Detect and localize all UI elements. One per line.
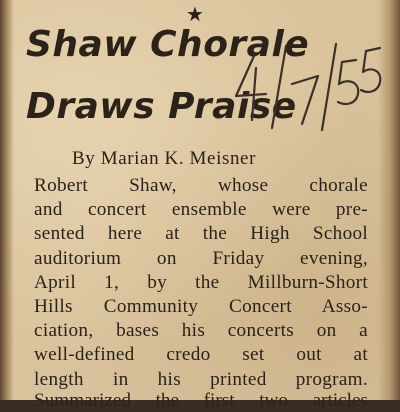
byline: By Marian K. Meisner	[72, 148, 257, 169]
paper-edge-left	[0, 0, 14, 400]
article-cut-line: Summarized the first two articles	[34, 390, 368, 411]
article-line: Robert Shaw, whose chorale	[34, 175, 368, 196]
article-line: sented here at the High School	[34, 223, 368, 245]
article-body	[34, 174, 368, 392]
article-line: well-defined credo set out at	[34, 344, 368, 366]
article-line: April 1, by the Millburn-Short	[34, 271, 368, 293]
headline-line-1: Shaw Chorale	[26, 24, 310, 65]
article-line: auditorium on Friday evening,	[34, 247, 368, 269]
handwritten-date	[222, 38, 382, 133]
headline-line-2: Draws Praise	[26, 86, 297, 127]
star-icon: ★	[186, 2, 204, 26]
article-line: and concert ensemble were pre-	[34, 199, 368, 221]
article-line: ciation, bases his concerts on a	[34, 320, 368, 342]
article-line: length in his printed program.	[34, 368, 368, 390]
article-line: Hills Community Concert Asso-	[34, 295, 368, 317]
